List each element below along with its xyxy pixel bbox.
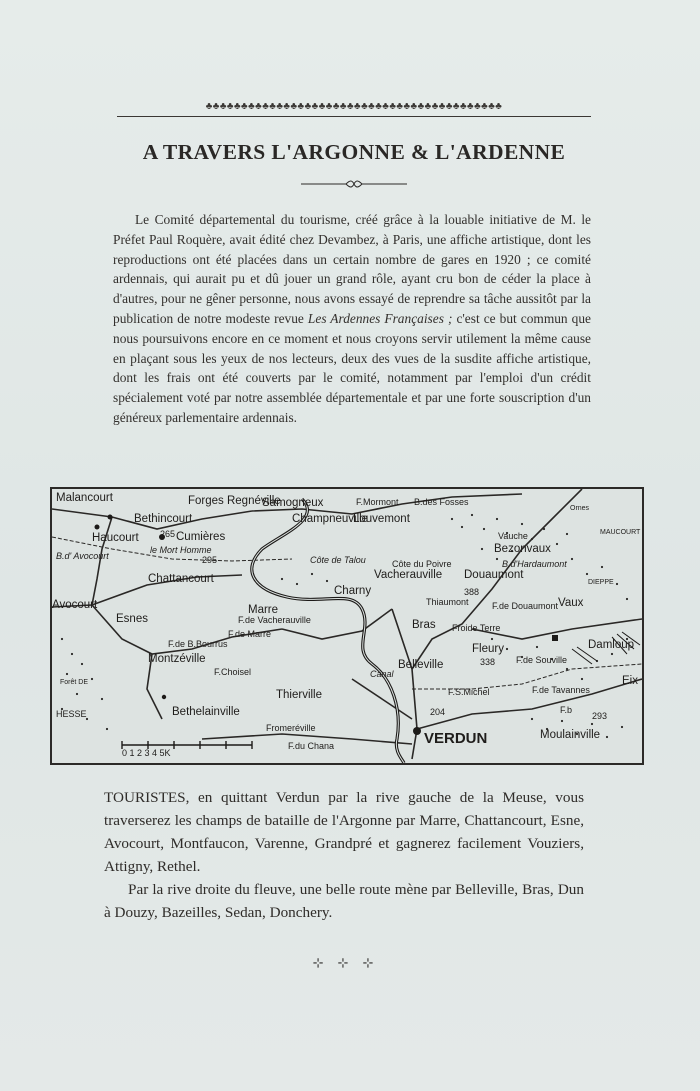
map-label-alt-293: 293 [592,711,608,721]
map-label-fromereville: Fromeréville [266,723,316,733]
map-label-fort-b: F.b [560,705,573,715]
map-label-forges-regneville: Forges Regnéville [188,495,281,507]
map-label-vacherauville: Vacherauville [374,569,443,581]
map-label-thierville: Thierville [276,689,323,701]
intro-text-part2: c'est ce but commun que nous poursuivons encore en ce moment et nous croyons servir utilement la même cause en plaçant sous les yeux de nos lecteurs, deux des vues de la susdite affiche artistique, dont les frais ont été couverts par le comité, notamment par l'emploi d'un crédit spécialement voté par notre assemblée départementale et par une forte souscription d'un généreux parlementaire ardennais. [113,310,591,425]
map-label-265: 265 [160,529,176,539]
map-label-bois-des-fosses: B.des Fosses [414,497,469,507]
map-label-fort-souville: F.de Souville [516,655,568,665]
map-label-charny: Charny [334,585,372,597]
map-label-thiaumont: Thiaumont [426,597,469,607]
map-label-fort-choisel: F.Choisel [214,667,252,677]
map-label-eix: Eix [622,675,638,687]
title-flourish-icon [301,179,407,189]
map-label-fort-du-chana: F.du Chana [288,741,335,751]
map-label-alt-388: 388 [464,587,480,597]
map-label-verdun: VERDUN [424,730,488,747]
tourist-right-bank-text: Par la rive droite du fleuve, une belle route mène par Belleville, Bras, Dun à Douzy, Bazeilles, Sedan, Donchery. [104,881,584,921]
map-label-montzeville: Montzéville [148,653,206,665]
map-label-bethincourt: Bethincourt [134,513,193,525]
map-label-fort-st-michel: F.S.Michel [448,687,490,697]
map-label-belleville: Belleville [398,659,444,671]
intro-journal-title: Les Ardennes Françaises ; [307,310,453,326]
map-label-alt-338: 338 [480,657,496,667]
map-label-vauche: Vauche [498,531,528,541]
map-label-cumieres: Cumières [176,531,226,543]
header-ornament-glyphs: ♣♣♣♣♣♣♣♣♣♣♣♣♣♣♣♣♣♣♣♣♣♣♣♣♣♣♣♣♣♣♣♣♣♣♣♣♣♣♣♣♣♣ [205,101,503,112]
map-label-hesse: HESSE [56,709,87,719]
end-ornament-icon: ⊹⊹⊹ [312,955,388,970]
map-label-louvemont: Louvemont [353,513,410,525]
map-label-chattancourt: Chattancourt [148,573,214,585]
map-label-moulainville: Moulainville [540,729,601,741]
map-label-le-mort-homme: le Mort Homme [150,545,212,555]
map-label-bois-avocourt: B.d' Avocourt [56,551,109,561]
map-label-dieppe: DIEPPE [588,579,614,586]
map-label-marre: Marre [248,604,279,616]
header-rule [117,116,591,117]
map-label-cote-de-talou: Côte de Talou [310,555,366,565]
map-label-fort-marre: F.de Marre [228,629,272,639]
map-drawing [52,489,642,763]
map-label-cote-du-poivre: Côte du Poivre [392,559,452,569]
map-label-fort-mormont: F.Mormont [356,497,399,507]
map-label-alt-204: 204 [430,707,446,717]
tourist-left-bank-text: TOURISTES, en quittant Verdun par la rive gauche de la Meuse, vous traverserez les champs de bataille de l'Argonne par Marre, Chattancourt, Esne, Avocourt, Montfaucon, Varenne, Grandpré et gagnerez facilement Vouziers, Attigny, Rethel. [104,789,584,875]
map-label-champneuville: Champneuville [292,513,369,525]
verdun-region-map [50,487,644,765]
map-label-fort-bourrus: F.de B.Bourrus [168,639,228,649]
intro-text-part1: Le Comité départemental du tourisme, créé grâce à la louable initiative de M. le Préfet Paul Roquère, avait édité chez Devambez, à Paris, une affiche artistique, dont les reproductions ont été placées dans un certain nombre de gares en 1920 ; ce comité ardennais, qui aurait pu et dû jouer un grand rôle, ayant cru bon de céder la place à d'autres, pour ne gêner personne, nous avons essayé de reprendre sa tâche aussitôt par la publication de notre modeste revue [113,212,591,326]
map-label-foret-de: Forêt DE [60,679,89,686]
map-label-bethelainville: Bethelainville [172,706,240,718]
map-label-fort-vacherauville: F.de Vacherauville [238,615,311,625]
map-label-scale: 0 1 2 3 4 5K [122,748,171,758]
map-label-esnes: Esnes [116,613,148,625]
tourist-paragraphs [104,786,584,924]
intro-paragraph [113,210,591,428]
map-label-samogneux: Samogneux [262,497,324,509]
map-label-froide-terre: Froide Terre [452,623,501,633]
map-label-douaumont: Douaumont [464,569,524,581]
map-label-avocourt: Avocourt [52,599,98,611]
decorative-header-band [117,101,591,113]
map-label-maucourt: MAUCOURT [600,529,641,536]
map-label-malancourt: Malancourt [56,492,113,504]
map-label-damloup: Damloup [588,639,635,651]
map-label-vaux: Vaux [558,597,584,609]
map-label-bras: Bras [412,619,436,631]
map-label-fleury: Fleury [472,643,504,655]
map-label-fort-douaumont: F.de Douaumont [492,601,559,611]
map-label-bezonvaux: Bezonvaux [494,543,551,555]
map-label-fort-tavannes: F.de Tavannes [532,685,590,695]
map-label-ornes: Ornes [570,505,590,512]
map-label-canal: Canal [370,669,394,679]
map-label-haucourt: Haucourt [92,532,139,544]
page-title: A TRAVERS L'ARGONNE & L'ARDENNE [142,140,566,164]
map-label-295: 295 [202,555,218,565]
map-label-fort-hardaumont: B.d'Hardaumont [502,559,567,569]
